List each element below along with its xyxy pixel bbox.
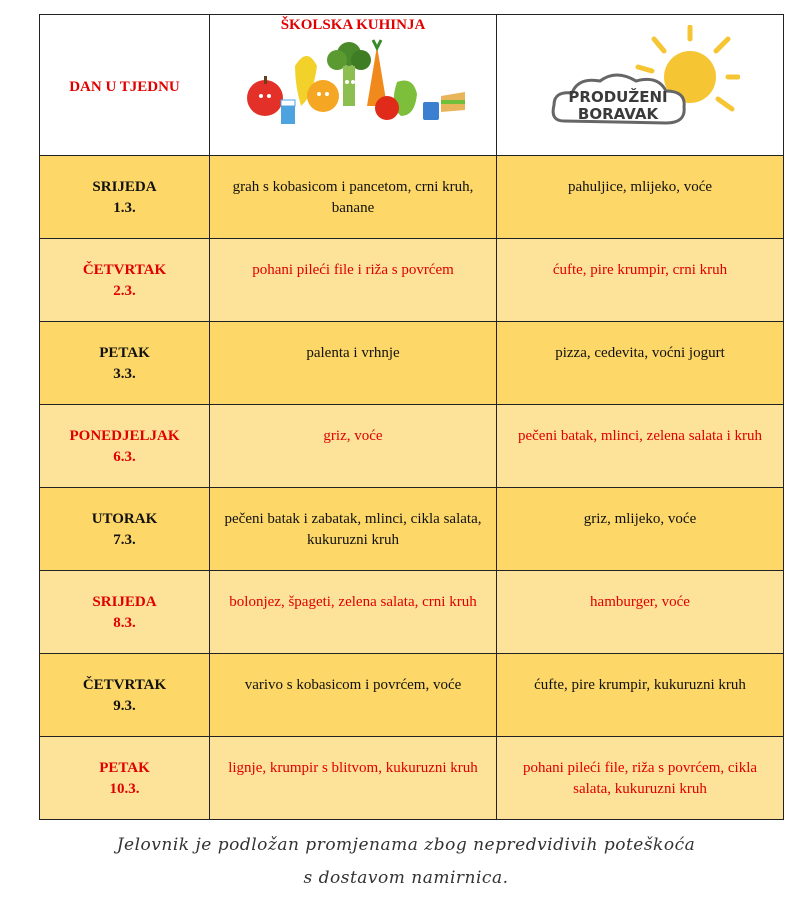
- menu-row: [40, 654, 784, 737]
- day-name: PETAK: [99, 760, 150, 776]
- menu-row: [40, 488, 784, 571]
- extended-stay-meal-cell: pohani pileći file, riža s povrćem, cikla salata, kukuruzni kruh: [497, 737, 784, 820]
- day-date: 6.3.: [113, 449, 136, 465]
- day-date: 8.3.: [113, 615, 136, 631]
- kitchen-meal-cell: palenta i vrhnje: [210, 322, 497, 405]
- kitchen-meal-cell: pohani pileći file i riža s povrćem: [210, 239, 497, 322]
- day-cell: [40, 654, 210, 737]
- day-cell: [40, 239, 210, 322]
- day-cell: [40, 156, 210, 239]
- menu-row: [40, 239, 784, 322]
- footer-note-line1: Jelovnik je podložan promjenama zbog nepredvidivih poteškoća: [116, 835, 696, 855]
- day-cell: [40, 571, 210, 654]
- menu-row: [40, 571, 784, 654]
- footer-note-line2: s dostavom namirnica.: [303, 868, 509, 888]
- food-characters-illustration: [237, 36, 469, 132]
- kitchen-meal-cell: griz, voće: [210, 405, 497, 488]
- extended-stay-meal-cell: hamburger, voće: [497, 571, 784, 654]
- kitchen-column-header: [210, 15, 497, 156]
- header-row: [40, 15, 784, 156]
- day-date: 10.3.: [109, 781, 140, 797]
- kitchen-title: ŠKOLSKA KUHINJA: [280, 17, 426, 33]
- day-date: 2.3.: [113, 283, 136, 299]
- day-name: UTORAK: [91, 511, 158, 527]
- day-name: SRIJEDA: [92, 179, 157, 195]
- day-column-header: [40, 15, 210, 156]
- menu-table: [39, 14, 784, 820]
- menu-row: [40, 737, 784, 820]
- day-date: 1.3.: [113, 200, 136, 216]
- extended-stay-meal-cell: pahuljice, mlijeko, voće: [497, 156, 784, 239]
- extended-stay-meal-cell: ćufte, pire krumpir, crni kruh: [497, 239, 784, 322]
- kitchen-meal-cell: lignje, krumpir s blitvom, kukuruzni kruh: [210, 737, 497, 820]
- kitchen-meal-cell: varivo s kobasicom i povrćem, voće: [210, 654, 497, 737]
- day-name: SRIJEDA: [92, 594, 157, 610]
- kitchen-meal-cell: bolonjez, špageti, zelena salata, crni kruh: [210, 571, 497, 654]
- day-cell: [40, 322, 210, 405]
- menu-row: [40, 322, 784, 405]
- extended-stay-meal-cell: pečeni batak, mlinci, zelena salata i kruh: [497, 405, 784, 488]
- day-date: 9.3.: [113, 698, 136, 714]
- kitchen-meal-cell: pečeni batak i zabatak, mlinci, cikla salata, kukuruzni kruh: [210, 488, 497, 571]
- menu-row: [40, 156, 784, 239]
- menu-row: [40, 405, 784, 488]
- day-cell: [40, 737, 210, 820]
- extended-stay-meal-cell: griz, mlijeko, voće: [497, 488, 784, 571]
- day-name: PETAK: [99, 345, 150, 361]
- extended-stay-line1: PRODUŽENI: [568, 88, 668, 106]
- extended-stay-column-header: [497, 15, 784, 156]
- extended-stay-line2: BORAVAK: [577, 105, 659, 123]
- day-column-label: DAN U TJEDNU: [69, 79, 180, 95]
- day-cell: [40, 488, 210, 571]
- sun-cloud-logo: [540, 25, 740, 145]
- day-name: ČETVRTAK: [82, 262, 167, 278]
- kitchen-meal-cell: grah s kobasicom i pancetom, crni kruh, banane: [210, 156, 497, 239]
- day-date: 3.3.: [113, 366, 136, 382]
- extended-stay-meal-cell: pizza, cedevita, voćni jogurt: [497, 322, 784, 405]
- extended-stay-meal-cell: ćufte, pire krumpir, kukuruzni kruh: [497, 654, 784, 737]
- day-date: 7.3.: [113, 532, 136, 548]
- day-cell: [40, 405, 210, 488]
- day-name: ČETVRTAK: [82, 677, 167, 693]
- day-name: PONEDJELJAK: [69, 428, 180, 444]
